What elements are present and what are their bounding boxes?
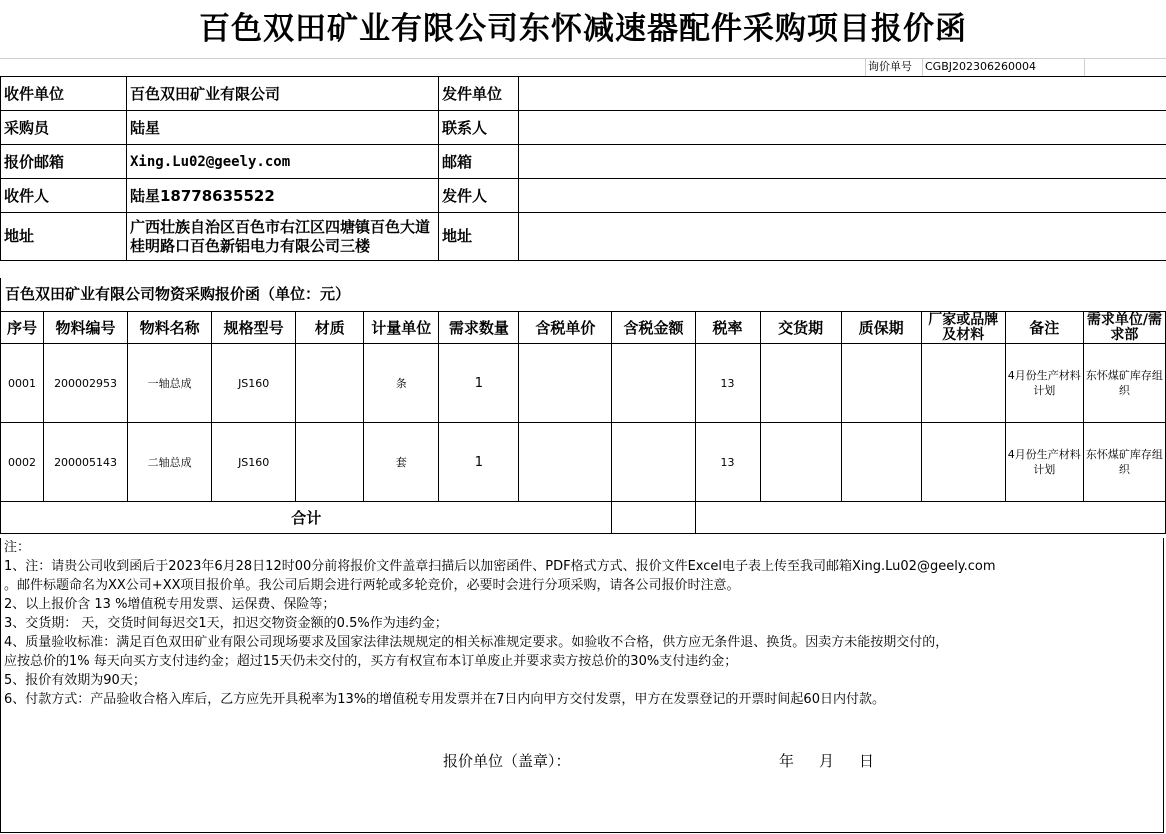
- col-header: 规格型号: [212, 312, 296, 344]
- note-line: 6、付款方式：产品验收合格入库后，乙方应先开具税率为13%的增值税专用发票并在7日内向甲方交付发票，甲方在发票登记的开票时间起60日内付款。: [4, 692, 885, 707]
- info-table: [0, 76, 1166, 261]
- note-line: 注：: [4, 540, 31, 555]
- cell-delivery[interactable]: [760, 423, 841, 502]
- recv-unit-value[interactable]: 百色双田矿业有限公司: [127, 77, 439, 111]
- recv-unit-label: 收件单位: [1, 77, 127, 111]
- quote-email-value[interactable]: Xing.Lu02@geely.com: [127, 145, 439, 179]
- note-line: 5、报价有效期为90天；: [4, 673, 146, 688]
- buyer-value[interactable]: 陆星: [127, 111, 439, 145]
- cell-brand[interactable]: [921, 423, 1005, 502]
- total-label: 合计: [1, 502, 612, 534]
- page-title: 百色双田矿业有限公司东怀减速器配件采购项目报价函: [199, 11, 967, 47]
- sign-month: 月: [819, 752, 835, 770]
- sender-label: 发件人: [439, 179, 519, 213]
- col-header: 序号: [1, 312, 44, 344]
- grid-line: [922, 58, 923, 76]
- cell-qty[interactable]: 1: [439, 423, 519, 502]
- cell-warranty[interactable]: [841, 423, 921, 502]
- items-header-row: [1, 312, 1166, 344]
- total-amount[interactable]: [612, 502, 695, 534]
- send-unit-value[interactable]: [519, 77, 1166, 111]
- quote-email-label: 报价邮箱: [1, 145, 127, 179]
- cell-brand[interactable]: [921, 344, 1005, 423]
- cell-code[interactable]: 200005143: [44, 423, 128, 502]
- note-line: 应按总价的1% 每天向买方支付违约金；超过15天仍未交付的，买方有权宣布本订单废止并要求卖方按总价的30%支付违约金；: [4, 654, 738, 669]
- recipient-value[interactable]: 陆星18778635522: [127, 179, 439, 213]
- cell-dept[interactable]: 东怀煤矿库存组织: [1083, 423, 1165, 502]
- cell-seq[interactable]: 0002: [1, 423, 44, 502]
- contact-label: 联系人: [439, 111, 519, 145]
- send-unit-label: 发件单位: [439, 77, 519, 111]
- col-header: 交货期: [760, 312, 841, 344]
- total-row: [1, 502, 1166, 534]
- address-label: 地址: [1, 213, 127, 261]
- cell-amount[interactable]: [612, 344, 695, 423]
- cell-unit[interactable]: 条: [364, 344, 439, 423]
- address2-value[interactable]: [519, 213, 1166, 261]
- items-table: [0, 311, 1166, 534]
- col-header: 计量单位: [364, 312, 439, 344]
- recipient-label: 收件人: [1, 179, 127, 213]
- cell-delivery[interactable]: [760, 344, 841, 423]
- cell-qty[interactable]: 1: [439, 344, 519, 423]
- cell-tax[interactable]: 13: [695, 344, 760, 423]
- cell-name[interactable]: 一轴总成: [128, 344, 212, 423]
- note-line: 1、注：请贵公司收到函后于2023年6月28日12时00分前将报价文件盖章扫描后以加密函件、PDF格式方式、报价文件Excel电子表上传至我司邮箱Xing.Lu02@geely.com: [4, 559, 996, 574]
- note-line: 4、质量验收标准：满足百色双田矿业有限公司现场要求及国家法律法规规定的相关标准规定要求。如验收不合格，供方应无条件退、换货。因卖方未能按期交付的，: [4, 635, 949, 650]
- col-header: 厂家或品牌及材料: [921, 312, 1005, 344]
- note-line: 3、交货期： 天，交货时间每迟交1天，扣迟交物资金额的0.5%作为违约金；: [4, 616, 448, 631]
- col-header: 含税单价: [519, 312, 612, 344]
- sign-day: 日: [859, 752, 875, 770]
- grid-line: [865, 58, 866, 76]
- col-header: 需求单位/需求部: [1083, 312, 1165, 344]
- col-header: 物料编号: [44, 312, 128, 344]
- grid-line: [1084, 58, 1085, 76]
- col-header: 备注: [1005, 312, 1083, 344]
- cell-dept[interactable]: 东怀煤矿库存组织: [1083, 344, 1165, 423]
- cell-price[interactable]: [519, 423, 612, 502]
- cell-warranty[interactable]: [841, 344, 921, 423]
- sign-label: 报价单位（盖章）：: [443, 752, 571, 770]
- buyer-label: 采购员: [1, 111, 127, 145]
- email-label: 邮箱: [439, 145, 519, 179]
- total-blank: [695, 502, 1165, 534]
- address2-label: 地址: [439, 213, 519, 261]
- note-line: 2、以上报价含 13 %增值税专用发票、运保费、保险等；: [4, 597, 336, 612]
- cell-unit[interactable]: 套: [364, 423, 439, 502]
- col-header: 物料名称: [128, 312, 212, 344]
- cell-price[interactable]: [519, 344, 612, 423]
- address-value[interactable]: 广西壮族自治区百色市右江区四塘镇百色大道桂明路口百色新铝电力有限公司三楼: [127, 213, 439, 261]
- cell-amount[interactable]: [612, 423, 695, 502]
- col-header: 材质: [296, 312, 364, 344]
- inquiry-number: CGBJ202306260004: [925, 60, 1036, 73]
- col-header: 税率: [695, 312, 760, 344]
- col-header: 质保期: [841, 312, 921, 344]
- table-row: [1, 423, 1166, 502]
- table-row: [1, 344, 1166, 423]
- cell-name[interactable]: 二轴总成: [128, 423, 212, 502]
- cell-remark[interactable]: 4月份生产材料计划: [1005, 344, 1083, 423]
- cell-spec[interactable]: JS160: [212, 344, 296, 423]
- cell-tax[interactable]: 13: [695, 423, 760, 502]
- cell-seq[interactable]: 0001: [1, 344, 44, 423]
- col-header: 需求数量: [439, 312, 519, 344]
- col-header: 含税金额: [612, 312, 695, 344]
- note-line: 。邮件标题命名为XX公司+XX项目报价单。我公司后期会进行两轮或多轮竞价，必要时会进行分项采购，请各公司报价时注意。: [4, 578, 740, 593]
- cell-material[interactable]: [296, 423, 364, 502]
- cell-code[interactable]: 200002953: [44, 344, 128, 423]
- email-value[interactable]: [519, 145, 1166, 179]
- cell-material[interactable]: [296, 344, 364, 423]
- notes-block: [0, 538, 1164, 833]
- sender-value[interactable]: [519, 179, 1166, 213]
- inquiry-label: 询价单号: [868, 60, 912, 73]
- sign-year: 年: [779, 752, 795, 770]
- contact-value[interactable]: [519, 111, 1166, 145]
- section-title: 百色双田矿业有限公司物资采购报价函（单位：元）: [0, 278, 1166, 311]
- cell-spec[interactable]: JS160: [212, 423, 296, 502]
- cell-remark[interactable]: 4月份生产材料计划: [1005, 423, 1083, 502]
